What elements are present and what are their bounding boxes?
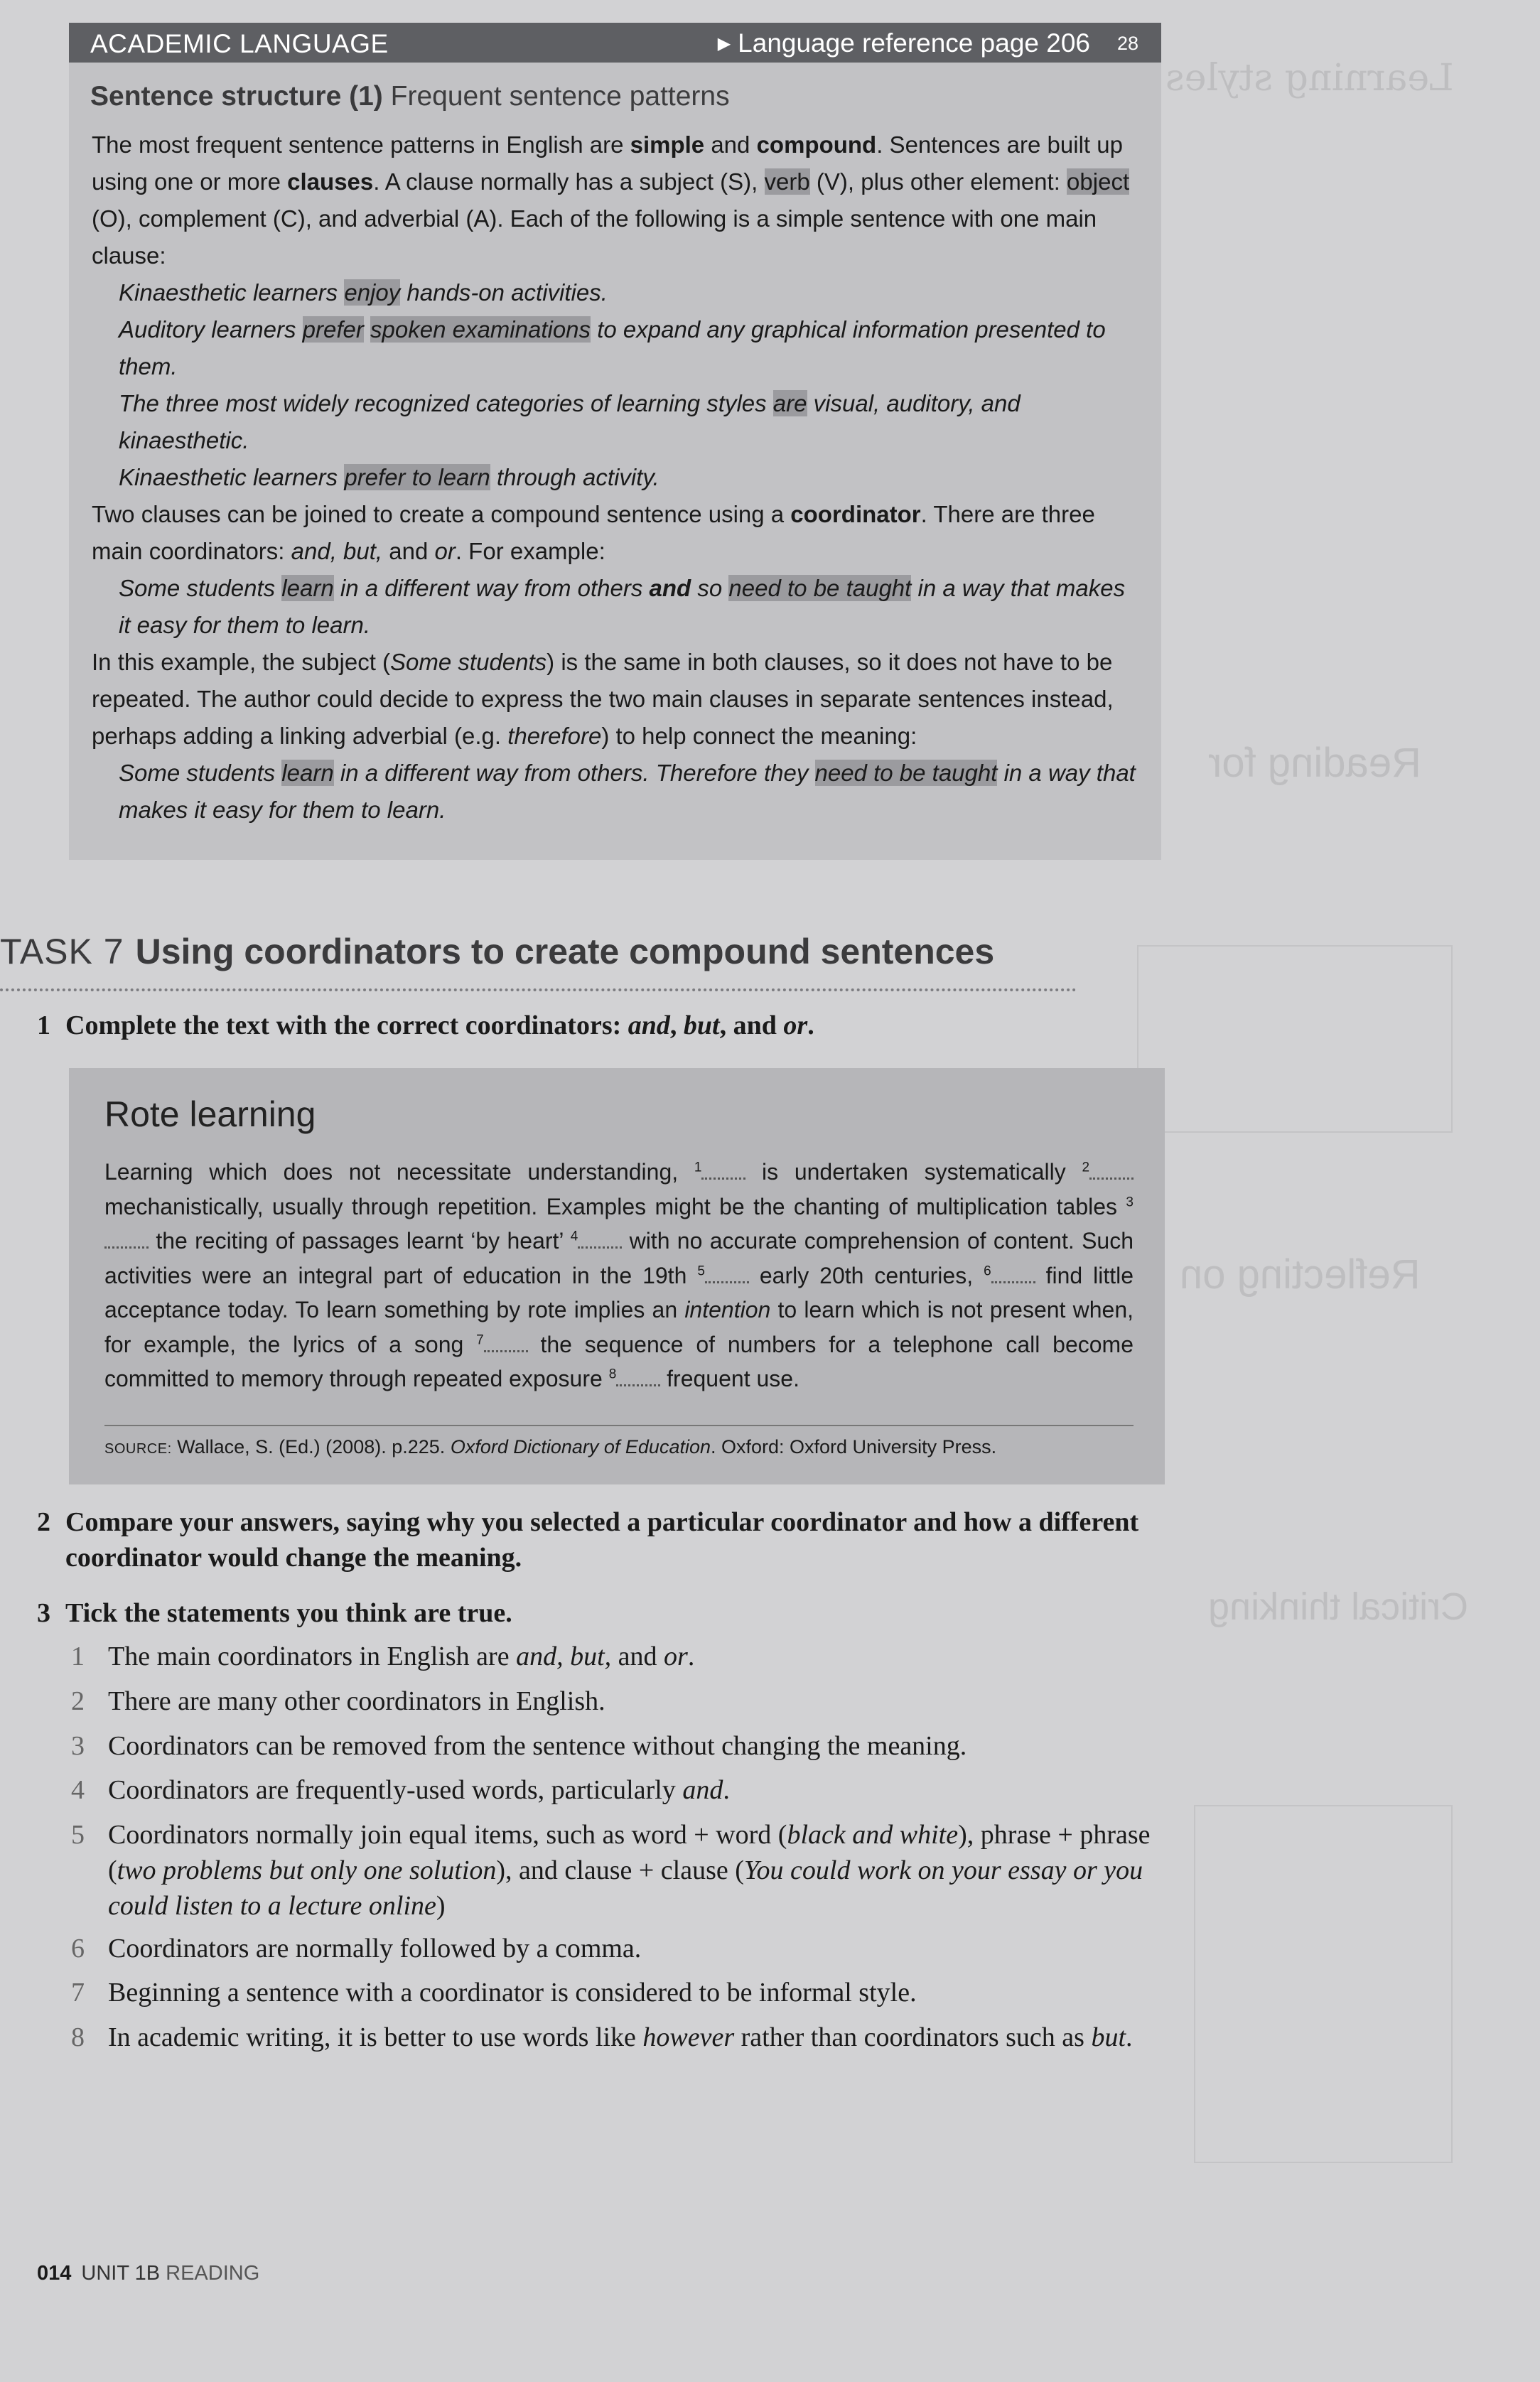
question-1: 1 Complete the text with the correct coordinators: and, but, and or. [37, 1008, 1174, 1043]
gap-8-input[interactable] [616, 1370, 660, 1386]
panel-body [92, 126, 1140, 829]
panel-title: ACADEMIC LANGUAGE [90, 29, 389, 58]
dotted-divider [0, 988, 1077, 991]
example-1: Kinaesthetic learners enjoy hands-on activities. [119, 279, 608, 306]
task-number: TASK 7 [0, 932, 124, 971]
unit-label: UNIT 1B [81, 2262, 161, 2285]
paragraph-3: In this example, the subject (Some students) is the same in both clauses, so it does not have to be repeated. The author could decide to express the two main clauses in separate sentences instead, perhaps adding a linking adverbial (e.g. therefore) to help connect the meaning: [92, 649, 1114, 749]
rote-learning-text: Learning which does not necessitate understanding, $^1$ is undertaken systematically $^2$ mechanistically, usually through repetition. Examples might be the chanting of multiplication tables $^3$ the reciting of passages learnt ‘by heart’ $^4$ with no accurate comprehension of content. Such activities were an integral part of education in the 19th $^5$ early 20th centuries, $^6$ find little acceptance today. To learn something by rote implies an intention to learn which is not present when, for example, the lyrics of a song $^7$ the sequence of numbers for a telephone call become committed to memory through repeated exposure $^8$ frequent use. [104, 1159, 1134, 1391]
task-title: Using coordinators to create compound sentences [135, 932, 995, 971]
example-2: Auditory learners prefer spoken examinations to expand any graphical information presented to them. [119, 316, 1106, 379]
paragraph-1: The most frequent sentence patterns in English are simple and compound. Sentences are built up using one or more clauses. A clause normally has a subject (S), verb (V), plus other element: object (O), complement (C), and adverbial (A). Each of the following is a simple sentence with one main clause: [92, 131, 1130, 269]
show-through-text: Critical thinking [1208, 1585, 1469, 1628]
subtitle-rest: Frequent sentence patterns [390, 81, 730, 112]
statement-5[interactable]: 5 Coordinators normally join equal items, such as word + word (black and white), phrase + phrase (two problems but only one solution), and clause + clause (You could work on your essay or you could listen to a lecture online) [71, 1820, 1151, 1921]
statement-8[interactable]: 8 In academic writing, it is better to use words like however rather than coordinators such as but. [71, 2022, 1133, 2052]
question-number: 1 [37, 1011, 50, 1040]
gap-1-input[interactable] [701, 1163, 745, 1180]
task7-heading [0, 931, 994, 972]
example-6: Some students learn in a different way from others. Therefore they need to be taught in a way that makes it easy for them to learn. [119, 760, 1136, 823]
panel-subtitle [90, 81, 730, 112]
gap-4-input[interactable] [578, 1232, 622, 1249]
section-label: READING [166, 2262, 260, 2285]
statement-2[interactable]: 2 There are many other coordinators in English. [71, 1686, 605, 1716]
paragraph-2: Two clauses can be joined to create a compound sentence using a coordinator. There are three main coordinators: and, but, and or. For example: [92, 501, 1095, 564]
gap-7-input[interactable] [484, 1336, 528, 1352]
triangle-right-icon: ▶ [717, 34, 731, 53]
rote-learning-title: Rote learning [104, 1094, 316, 1134]
statement-7[interactable]: 7 Beginning a sentence with a coordinator is considered to be informal style. [71, 1978, 917, 2008]
show-through-text: Reading for [1208, 740, 1421, 786]
question-number: 2 [37, 1507, 50, 1537]
subtitle-bold: Sentence structure (1) [90, 81, 383, 112]
rote-learning-box [69, 1068, 1165, 1484]
statement-4[interactable]: 4 Coordinators are frequently-used words, particularly and. [71, 1775, 730, 1805]
question-2: 2 Compare your answers, saying why you selected a particular coordinator and how a different coordinator would change the meaning. [37, 1504, 1174, 1575]
reference-number: 28 [1116, 33, 1138, 54]
question-3: 3 Tick the statements you think are true. [37, 1595, 1146, 1631]
gap-6-input[interactable] [991, 1267, 1035, 1283]
gap-3-input[interactable] [104, 1232, 149, 1249]
statement-1[interactable]: 1 The main coordinators in English are and, but, and or. [71, 1642, 695, 1671]
example-5: Some students learn in a different way from others and so need to be taught in a way that makes it easy for them to learn. [119, 575, 1126, 638]
language-reference-link[interactable] [718, 28, 1090, 58]
gap-2-input[interactable] [1089, 1163, 1134, 1180]
show-through-box [1194, 1805, 1453, 2163]
statement-3[interactable]: 3 Coordinators can be removed from the sentence without changing the meaning. [71, 1731, 967, 1761]
page-footer [37, 2262, 259, 2285]
gap-5-input[interactable] [705, 1267, 749, 1283]
academic-language-panel [69, 23, 1161, 860]
example-3: The three most widely recognized categories of learning styles are visual, auditory, and kinaesthetic. [119, 390, 1021, 453]
show-through-text: Learning styles [1165, 57, 1454, 99]
statement-6[interactable]: 6 Coordinators are normally followed by a comma. [71, 1934, 642, 1963]
example-4: Kinaesthetic learners prefer to learn through activity. [119, 464, 659, 490]
question-number: 3 [37, 1598, 50, 1628]
source-citation: SOURCE: Wallace, S. (Ed.) (2008). p.225. Oxford Dictionary of Education. Oxford: Oxford University Press. [104, 1425, 1134, 1458]
show-through-text: Reflecting on [1180, 1251, 1421, 1298]
show-through-box [1137, 945, 1453, 1133]
page-number: 014 [37, 2262, 72, 2285]
academic-language-bar [69, 23, 1161, 63]
language-reference-text: Language reference page 206 [738, 28, 1090, 58]
